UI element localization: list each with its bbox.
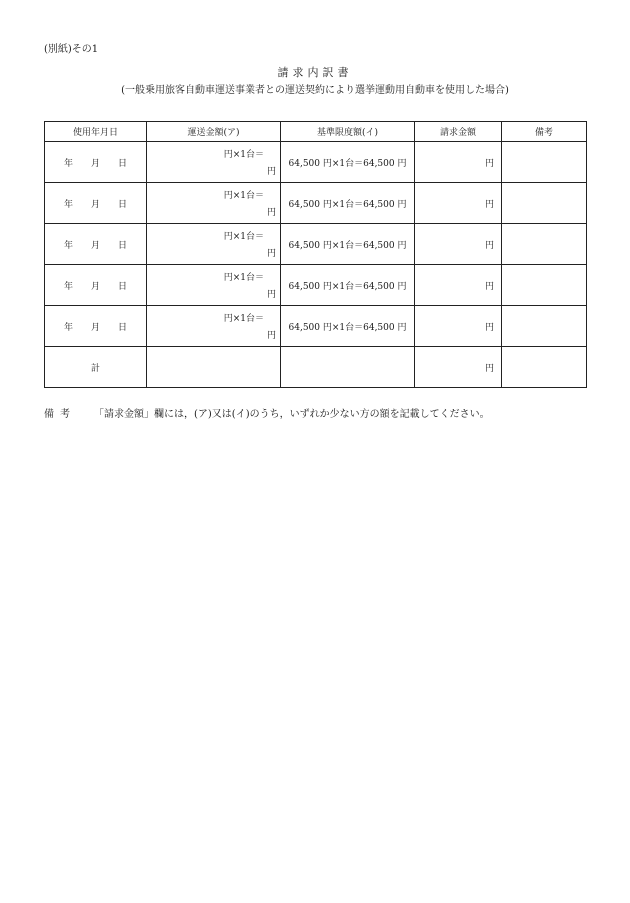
standard-limit-cell: 64,500 円×1台＝64,500 円	[281, 306, 415, 347]
standard-limit-cell: 64,500 円×1台＝64,500 円	[281, 142, 415, 183]
total-remarks-cell	[502, 347, 587, 388]
table-header-row	[45, 122, 587, 142]
fare-formula: 円×1台＝	[223, 273, 264, 283]
claim-amount-cell[interactable]: 円	[415, 183, 502, 224]
header-usage-date: 使用年月日	[45, 122, 147, 142]
usage-date-cell[interactable]: 年 月 日	[45, 224, 147, 265]
usage-date-cell[interactable]: 年 月 日	[45, 142, 147, 183]
fare-formula: 円×1台＝	[223, 150, 264, 160]
claim-amount-cell[interactable]: 円	[415, 265, 502, 306]
claim-amount-cell[interactable]: 円	[415, 306, 502, 347]
fare-amount-cell[interactable]	[147, 306, 281, 347]
remarks-cell[interactable]	[502, 306, 587, 347]
header-remarks: 備考	[502, 122, 587, 142]
total-fare-cell	[147, 347, 281, 388]
standard-limit-cell: 64,500 円×1台＝64,500 円	[281, 183, 415, 224]
fare-amount-cell[interactable]	[147, 224, 281, 265]
breakdown-table	[44, 121, 587, 388]
total-row	[45, 347, 587, 388]
total-amount-cell[interactable]: 円	[415, 347, 502, 388]
remarks-cell[interactable]	[502, 224, 587, 265]
usage-date-cell[interactable]: 年 月 日	[45, 183, 147, 224]
table-row	[45, 224, 587, 265]
table-row	[45, 306, 587, 347]
table-row	[45, 183, 587, 224]
claim-amount-cell[interactable]: 円	[415, 224, 502, 265]
total-limit-cell	[281, 347, 415, 388]
remarks-cell[interactable]	[502, 183, 587, 224]
remarks-note-label: 備考	[44, 409, 76, 420]
standard-limit-cell: 64,500 円×1台＝64,500 円	[281, 224, 415, 265]
document-subtitle: (一般乗用旅客自動車運送事業者との運送契約により選挙運動用自動車を使用した場合)	[121, 85, 509, 96]
remarks-cell[interactable]	[502, 142, 587, 183]
document-title: 請求内訳書	[277, 66, 353, 79]
fare-amount-cell[interactable]	[147, 142, 281, 183]
table-row	[45, 142, 587, 183]
fare-result-unit: 円	[266, 290, 276, 300]
header-claim-amount: 請求金額	[415, 122, 502, 142]
fare-formula: 円×1台＝	[223, 232, 264, 242]
fare-formula: 円×1台＝	[223, 314, 264, 324]
attachment-label: (別紙)その1	[44, 44, 99, 55]
header-standard-limit: 基準限度額(イ)	[281, 122, 415, 142]
usage-date-cell[interactable]: 年 月 日	[45, 265, 147, 306]
table-row	[45, 265, 587, 306]
fare-formula: 円×1台＝	[223, 191, 264, 201]
header-fare-amount: 運送金額(ア)	[147, 122, 281, 142]
fare-result-unit: 円	[266, 249, 276, 259]
usage-date-cell[interactable]: 年 月 日	[45, 306, 147, 347]
standard-limit-cell: 64,500 円×1台＝64,500 円	[281, 265, 415, 306]
remarks-note-text: 「請求金額」欄には，(ア)又は(イ)のうち，いずれか少ない方の額を記載してください。	[94, 409, 490, 420]
fare-result-unit: 円	[266, 208, 276, 218]
fare-amount-cell[interactable]	[147, 265, 281, 306]
fare-result-unit: 円	[266, 167, 276, 177]
fare-amount-cell[interactable]	[147, 183, 281, 224]
total-label: 計	[45, 347, 147, 388]
remarks-note	[44, 408, 490, 421]
claim-amount-cell[interactable]: 円	[415, 142, 502, 183]
fare-result-unit: 円	[266, 331, 276, 341]
remarks-cell[interactable]	[502, 265, 587, 306]
